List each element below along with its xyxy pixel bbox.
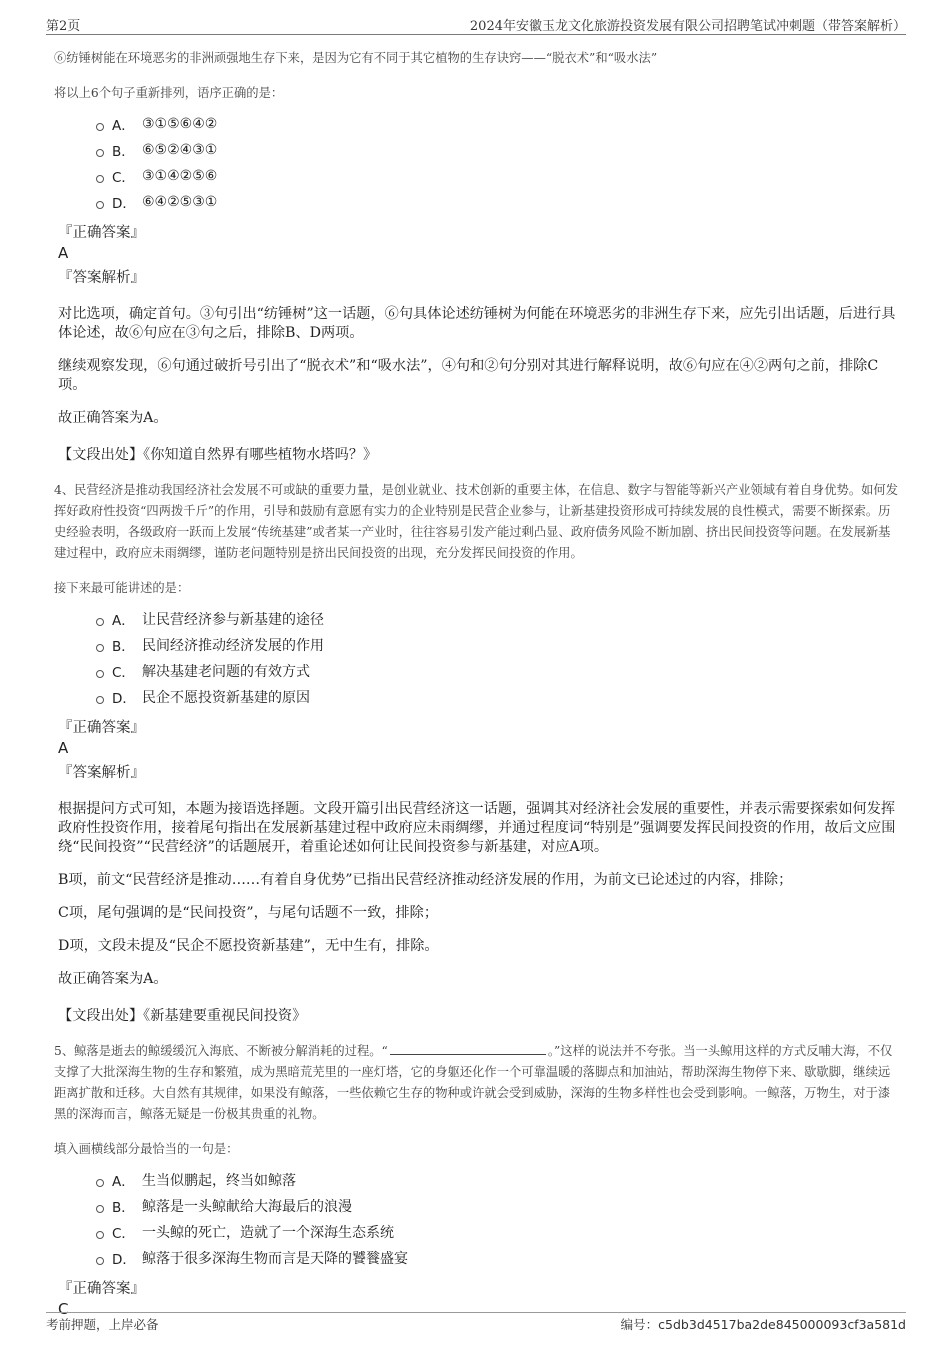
option-text: ③①⑤⑥④②	[142, 116, 218, 132]
option-b[interactable]	[54, 1193, 902, 1219]
question-3	[54, 48, 902, 464]
option-letter: B．	[112, 144, 135, 160]
option-letter: C．	[112, 665, 135, 681]
correct-answer-label: 『正确答案』	[58, 1281, 145, 1297]
option-letter: B．	[112, 639, 135, 655]
option-text: 解决基建老问题的有效方式	[142, 664, 310, 680]
option-text: ⑥⑤②④③①	[142, 142, 218, 158]
option-text: 鲸落是一头鲸献给大海最后的浪漫	[142, 1199, 352, 1215]
passage-text-before-blank: 5、鲸落是逝去的鲸缓缓沉入海底、不断被分解消耗的过程。“	[54, 1044, 388, 1058]
correct-answer-label: 『正确答案』	[58, 720, 145, 736]
option-letter: D．	[112, 1252, 136, 1268]
question-3-options	[54, 111, 902, 215]
fill-in-blank	[390, 1042, 546, 1055]
correct-answer: A	[58, 244, 69, 262]
question-3-prompt: 将以上6个句子重新排列，语序正确的是：	[54, 86, 284, 100]
passage-text-after-blank: 。”这样的说法并不夸张。当一头鲸用这样的方式反哺大海，不仅支撑了大批深海生物的生存和繁殖，成为黑暗荒芜里的一座灯塔，它的身躯还化作一个可靠温暖的落脚点和加油站，帮助深海生物停下来、歇歇脚，继续远距离扩散和迁移。大自然有其规律，如果没有鲸落，一些依赖它生存的物种或许就会受到威胁，深海的生物多样性也会受到影响。一鲸落，万物生，对于漆黑的深海而言，鲸落无疑是一份极其贵重的礼物。	[54, 1044, 893, 1121]
option-text: ⑥④②⑤③①	[142, 194, 218, 210]
analysis-paragraph: C项，尾句强调的是“民间投资”，与尾句话题不一致，排除；	[58, 905, 439, 921]
option-text: 鲸落于很多深海生物而言是天降的饕餮盛宴	[142, 1251, 408, 1267]
question-5-passage	[54, 1041, 902, 1125]
analysis-paragraph: 故正确答案为A。	[58, 971, 168, 987]
option-d[interactable]	[54, 1245, 902, 1271]
passage-source: 【文段出处】《新基建要重视民间投资》	[58, 1008, 307, 1024]
radio-button-icon[interactable]	[96, 644, 104, 652]
option-text: 一头鲸的死亡，造就了一个深海生态系统	[142, 1225, 394, 1241]
correct-answer: C	[58, 1300, 69, 1318]
option-text: 民间经济推动经济发展的作用	[142, 638, 324, 654]
option-d[interactable]	[54, 684, 902, 710]
correct-answer-label: 『正确答案』	[58, 225, 145, 241]
analysis-paragraph: 继续观察发现，⑥句通过破折号引出了“脱衣术”和“吸水法”，④句和②句分别对其进行解释说明，故⑥句应在④②两句之前，排除C项。	[58, 358, 879, 393]
radio-button-icon[interactable]	[96, 1231, 104, 1239]
question-4-options	[54, 606, 902, 710]
option-letter: A．	[112, 118, 135, 134]
question-5-prompt: 填入画横线部分最恰当的一句是：	[54, 1142, 239, 1156]
option-d[interactable]	[54, 189, 902, 215]
option-c[interactable]	[54, 1219, 902, 1245]
analysis-paragraph: B项，前文“民营经济是推动……有着自身优势”已指出民营经济推动经济发展的作用，为前文已论述过的内容，排除；	[58, 872, 793, 888]
question-5-options	[54, 1167, 902, 1271]
page-footer	[46, 1312, 906, 1332]
option-b[interactable]	[54, 137, 902, 163]
page-number: 第2页	[46, 19, 81, 34]
analysis-paragraph: 对比选项，确定首句。③句引出“纺锤树”这一话题，⑥句具体论述纺锤树为何能在环境恶劣的非洲生存下来，应先引出话题，后进行具体论述，故⑥句应在③句之后，排除B、D两项。	[58, 306, 896, 341]
option-letter: D．	[112, 196, 136, 212]
option-a[interactable]	[54, 111, 902, 137]
document-content	[54, 44, 902, 1318]
option-c[interactable]	[54, 658, 902, 684]
radio-button-icon[interactable]	[96, 201, 104, 209]
option-letter: D．	[112, 691, 136, 707]
analysis-paragraph: 故正确答案为A。	[58, 410, 168, 426]
radio-button-icon[interactable]	[96, 175, 104, 183]
page-header	[46, 12, 906, 35]
question-4	[54, 480, 902, 1025]
document-title: 2024年安徽玉龙文化旅游投资发展有限公司招聘笔试冲刺题（带答案解析）	[469, 19, 906, 34]
option-text: 让民营经济参与新基建的途径	[142, 612, 324, 628]
radio-button-icon[interactable]	[96, 1257, 104, 1265]
radio-button-icon[interactable]	[96, 123, 104, 131]
question-3-sentence-6: ⑥纺锤树能在环境恶劣的非洲顽强地生存下来，是因为它有不同于其它植物的生存诀窍——“脱衣术”和“吸水法”	[54, 51, 658, 65]
radio-button-icon[interactable]	[96, 1179, 104, 1187]
radio-button-icon[interactable]	[96, 618, 104, 626]
analysis-label: 『答案解析』	[58, 765, 145, 781]
option-text: 民企不愿投资新基建的原因	[142, 690, 310, 706]
option-a[interactable]	[54, 606, 902, 632]
passage-source: 【文段出处】《你知道自然界有哪些植物水塔吗？》	[58, 447, 378, 463]
question-4-prompt: 接下来最可能讲述的是：	[54, 581, 190, 595]
correct-answer: A	[58, 739, 69, 757]
radio-button-icon[interactable]	[96, 670, 104, 678]
option-letter: C．	[112, 170, 135, 186]
option-a[interactable]	[54, 1167, 902, 1193]
option-text: ③①④②⑤⑥	[142, 168, 218, 184]
analysis-paragraph: 根据提问方式可知，本题为接语选择题。文段开篇引出民营经济这一话题，强调其对经济社会发展的重要性，并表示需要探索如何发挥政府性投资作用，接着尾句指出在发展新基建过程中政府应未雨绸缪，并通过程度词“特别是”强调要发挥民间投资的作用，故后文应围绕“民间投资”“民营经济”的话题展开，着重论述如何让民间投资参与新基建，对应A项。	[58, 801, 896, 855]
document-code: 编号：c5db3d4517ba2de845000093cf3a581d	[620, 1317, 906, 1332]
option-letter: B．	[112, 1200, 135, 1216]
option-b[interactable]	[54, 632, 902, 658]
option-letter: A．	[112, 1174, 135, 1190]
option-text: 生当似鹏起，终当如鲸落	[142, 1173, 296, 1189]
question-4-passage: 4、民营经济是推动我国经济社会发展不可或缺的重要力量，是创业就业、技术创新的重要主体，在信息、数字与智能等新兴产业领域有着自身优势。如何发挥好政府性投资“四两拨千斤”的作用，引导和鼓励有意愿有实力的企业特别是民营企业参与，让新基建投资形成可持续发展的良性模式，需要不断探索。历史经验表明，各级政府一跃而上发展“传统基建”或者某一产业时，往往容易引发产能过剩凸显、政府债务风险不断加剧、挤出民间投资等问题。在发展新基建过程中，政府应未雨绸缪，谨防老问题特别是挤出民间投资的出现，充分发挥民间投资的作用。	[54, 483, 899, 560]
radio-button-icon[interactable]	[96, 149, 104, 157]
footer-slogan: 考前押题，上岸必备	[46, 1317, 159, 1332]
radio-button-icon[interactable]	[96, 1205, 104, 1213]
radio-button-icon[interactable]	[96, 696, 104, 704]
analysis-paragraph: D项，文段未提及“民企不愿投资新基建”，无中生有，排除。	[58, 938, 439, 954]
option-letter: C．	[112, 1226, 135, 1242]
question-5	[54, 1041, 902, 1318]
analysis-label: 『答案解析』	[58, 270, 145, 286]
option-c[interactable]	[54, 163, 902, 189]
option-letter: A．	[112, 613, 135, 629]
